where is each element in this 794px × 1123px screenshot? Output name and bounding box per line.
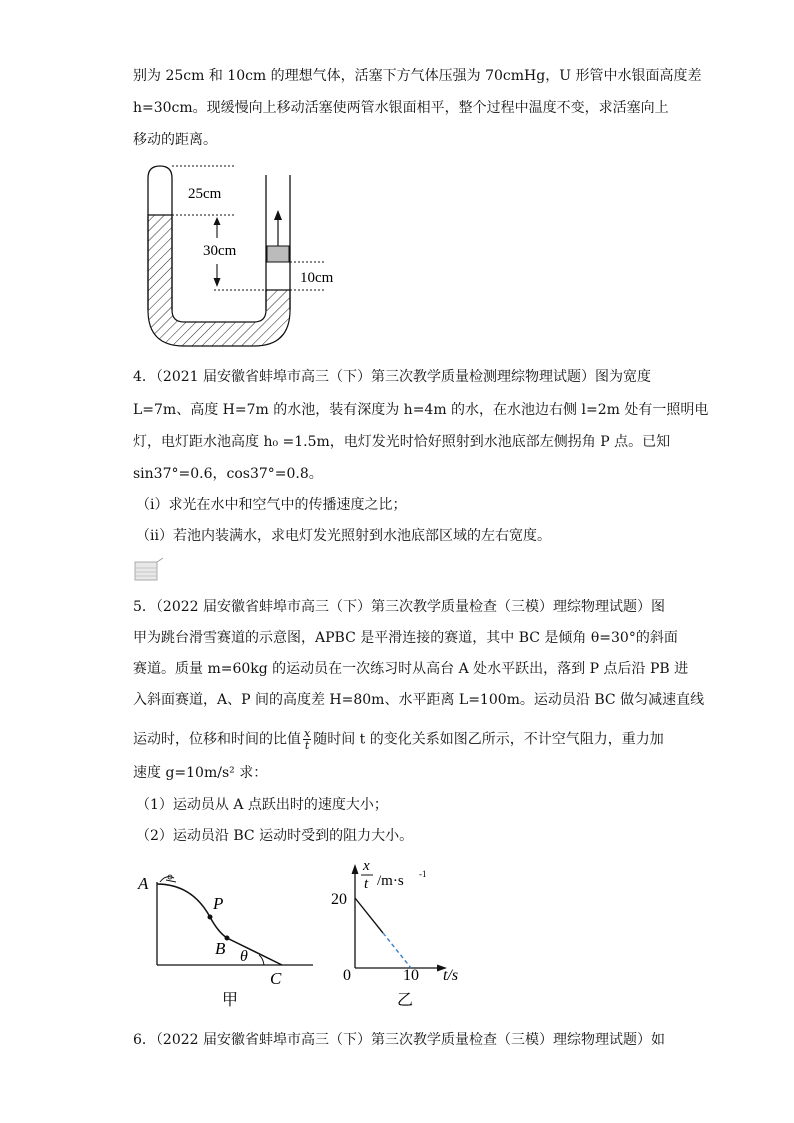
label-10cm: 10cm	[300, 270, 334, 286]
q5-subquestion-1: （1）运动员从 A 点跃出时的速度大小；	[136, 797, 388, 813]
label-theta: θ	[240, 948, 248, 965]
label-a: A	[138, 874, 149, 893]
caption-jia: 甲	[222, 992, 239, 1009]
u-tube-figure	[140, 160, 340, 350]
q5-text-line-3: 赛道。质量 m=60kg 的运动员在一次练习时从高台 A 处水平跃出，落到 P 点后沿 PB 进	[133, 661, 689, 677]
label-c: C	[270, 969, 282, 988]
q5-subquestion-2: （2）运动员沿 BC 运动时受到的阻力大小。	[136, 828, 414, 844]
y-tick-label: 20	[331, 891, 347, 908]
label-p: P	[213, 894, 224, 913]
q3-text-line-3: 移动的距离。	[133, 132, 217, 148]
fraction-denominator: t	[304, 739, 310, 752]
ylabel-numerator: x	[363, 858, 370, 874]
q5-text-line-5	[133, 728, 664, 751]
ylabel-unit: /m·s	[377, 873, 404, 889]
q4-text-line-4: sin37°=0.6，cos37°=0.8。	[133, 466, 323, 482]
q3-text-line-2: h=30cm。现缓慢向上移动活塞使两管水银面相平，整个过程中温度不变，求活塞向上	[133, 100, 669, 116]
series-1-segment-0	[383, 933, 411, 968]
ski-track-figure	[130, 862, 320, 1012]
label-25cm: 25cm	[188, 186, 222, 202]
q4-subquestion-i: （i）求光在水中和空气中的传播速度之比；	[136, 497, 407, 513]
y-axis-arrow	[352, 864, 359, 874]
series-0-segment-0	[355, 898, 383, 933]
q5-line5-suffix: 随时间 t 的变化关系如图乙所示，不计空气阻力，重力加	[313, 731, 664, 748]
q4-text-line-3: 灯，电灯距水池高度 h₀ =1.5m，电灯发光时恰好照射到水池底部左侧拐角 P 点。已知	[133, 434, 671, 450]
caption-yi: 乙	[397, 992, 414, 1009]
q4-subquestion-ii: （ii）若池内装满水，求电灯发光照射到水池底部区域的左右宽度。	[136, 528, 551, 544]
label-b: B	[215, 939, 226, 958]
x-tick-label: 10	[403, 967, 419, 984]
q4-text-line-1: 4．（2021 届安徽省蚌埠市高三（下）第三次教学质量检测理综物理试题）图为宽度	[133, 369, 651, 385]
point-p	[208, 915, 213, 920]
q5-line5-prefix: 运动时，位移和时间的比值	[133, 731, 301, 748]
piston-up-arrow	[274, 210, 282, 220]
q5-text-line-4: 入斜面赛道，A、P 间的高度差 H=80m、水平距离 L=100m。运动员沿 BC 做匀减速直线	[133, 692, 705, 708]
q6-text-line-1: 6．（2022 届安徽省蚌埠市高三（下）第三次教学质量检查（三模）理综物理试题）如	[133, 1032, 665, 1048]
q3-text-line-1: 别为 25cm 和 10cm 的理想气体，活塞下方气体压强为 70cmHg，U 形管中水银面高度差	[133, 68, 702, 84]
x-axis-label: t/s	[443, 967, 459, 984]
piston	[267, 246, 289, 262]
x-over-t-fraction	[303, 728, 311, 751]
pool-thumbnail-image	[133, 556, 167, 584]
origin-label: 0	[343, 967, 351, 984]
ylabel-denominator: t	[364, 876, 369, 892]
label-30cm: 30cm	[203, 243, 237, 259]
q5-text-line-1: 5．（2022 届安徽省蚌埠市高三（下）第三次教学质量检查（三模）理综物理试题）图	[133, 599, 665, 615]
xt-graph-figure	[325, 852, 485, 1012]
q4-text-line-2: L=7m、高度 H=7m 的水池，装有深度为 h=4m 的水，在水池边右侧 l=2m 处有一照明电	[133, 402, 709, 418]
q5-text-line-2: 甲为跳台滑雪赛道的示意图，APBC 是平滑连接的赛道，其中 BC 是倾角 θ=30°的斜面	[133, 630, 678, 646]
q5-text-line-6: 速度 g=10m/s² 求：	[133, 765, 268, 781]
fraction-numerator: x	[304, 727, 311, 740]
ylabel-exponent: -1	[419, 869, 427, 879]
